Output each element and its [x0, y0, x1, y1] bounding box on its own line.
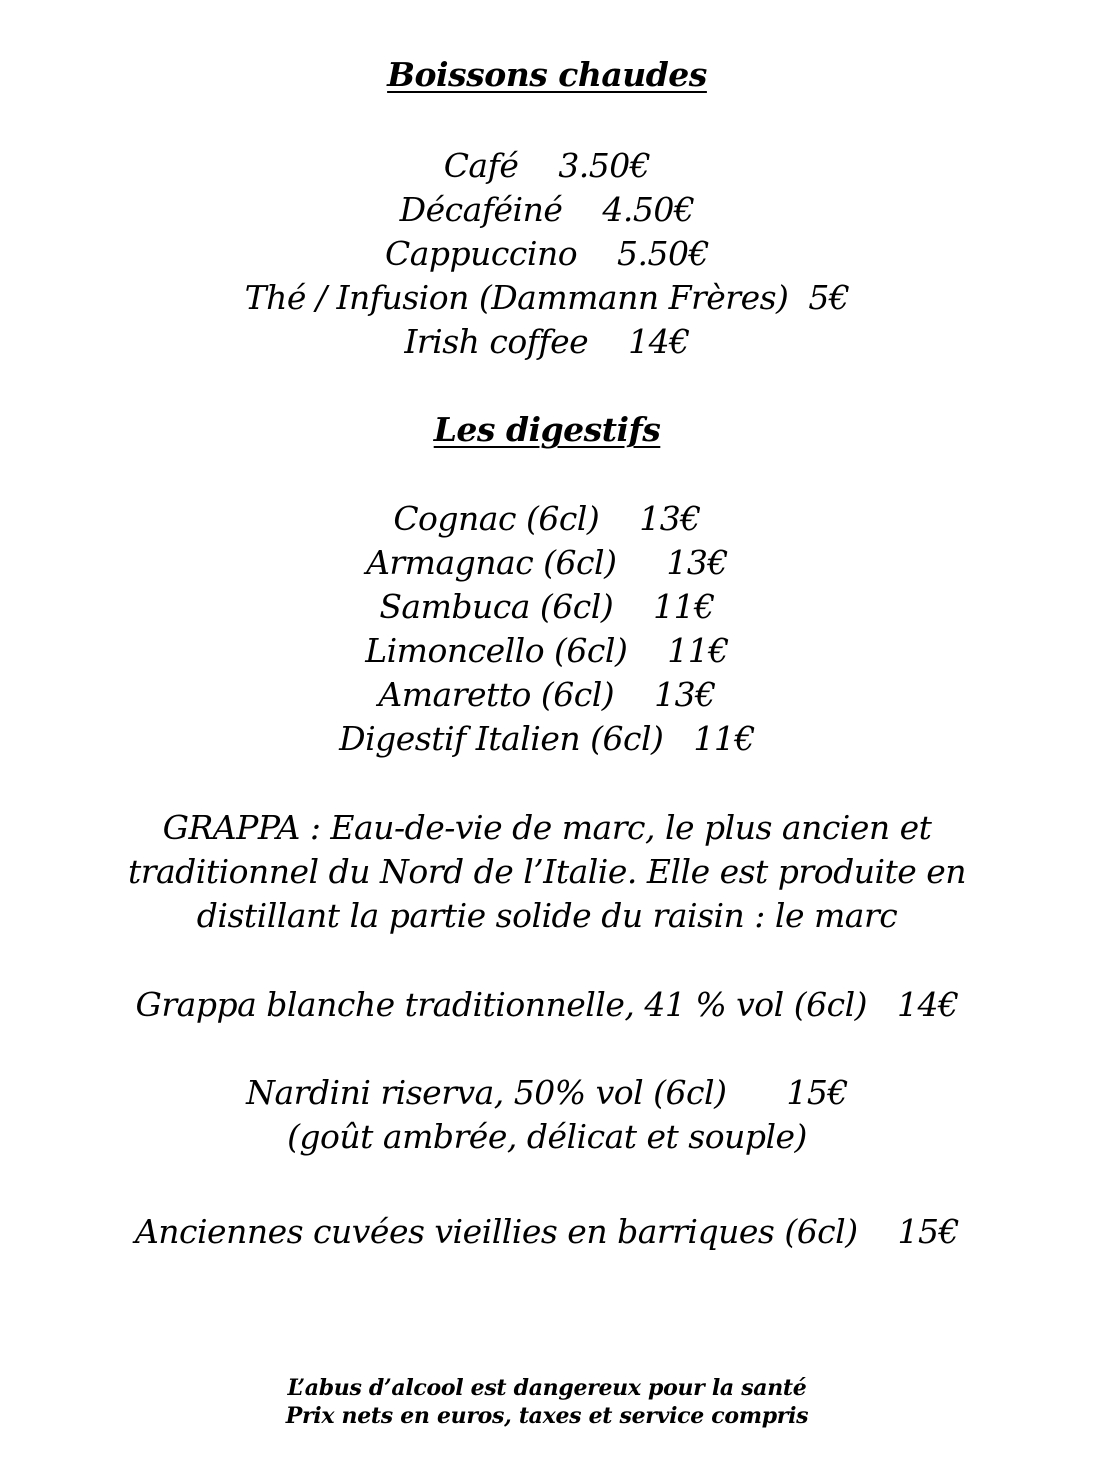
footer-warning: L’abus d’alcool est dangereux pour la santé: [287, 1375, 807, 1401]
digestif-item: Digestif Italien (6cl) 11€: [339, 719, 755, 758]
hot-drink-item: Cappuccino 5.50€: [385, 234, 709, 273]
digestif-item: Sambuca (6cl) 11€: [379, 587, 715, 626]
grappa-description-line: GRAPPA : Eau-de-vie de marc, le plus ancien et: [162, 808, 932, 847]
grappa-item-note: (goût ambrée, délicat et souple): [287, 1117, 807, 1156]
hot-drink-item: Irish coffee 14€: [404, 322, 690, 361]
hot-drink-item: Décaféiné 4.50€: [399, 190, 695, 229]
grappa-item: Grappa blanche traditionnelle, 41 % vol (6cl) 14€: [135, 985, 959, 1024]
grappa-description-line: traditionnel du Nord de l’Italie. Elle est produite en: [127, 852, 967, 891]
hot-drinks-title: Boissons chaudes: [387, 55, 707, 94]
digestif-item: Limoncello (6cl) 11€: [365, 631, 729, 670]
grappa-description-line: distillant la partie solide du raisin : le marc: [196, 896, 898, 935]
digestif-item: Cognac (6cl) 13€: [393, 499, 701, 538]
hot-drink-item: Thé / Infusion (Dammann Frères) 5€: [244, 278, 850, 317]
hot-drink-item: Café 3.50€: [443, 146, 651, 185]
digestif-item: Amaretto (6cl) 13€: [378, 675, 716, 714]
digestifs-title: Les digestifs: [433, 410, 661, 449]
footer-prices-note: Prix nets en euros, taxes et service compris: [285, 1403, 809, 1429]
grappa-item: Nardini riserva, 50% vol (6cl) 15€: [246, 1073, 848, 1112]
digestif-item: Armagnac (6cl) 13€: [366, 543, 728, 582]
grappa-item: Anciennes cuvées vieillies en barriques (6cl) 15€: [134, 1212, 960, 1251]
